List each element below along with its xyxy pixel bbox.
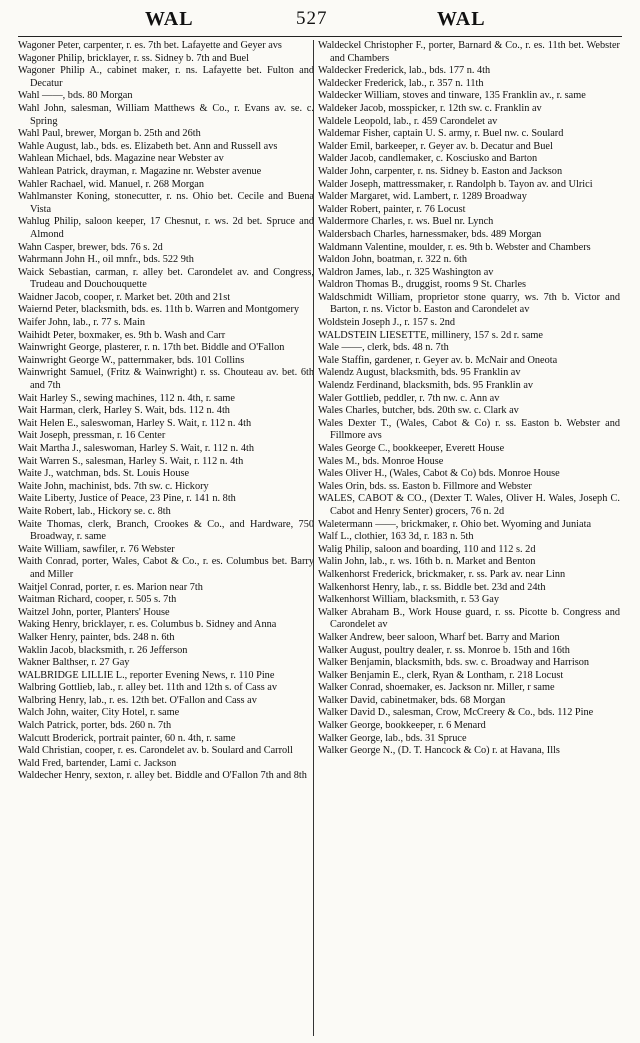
directory-entry: Waitjel Conrad, porter, r. es. Marion near 7th [18, 581, 203, 593]
right-column [318, 40, 620, 1038]
directory-entry: Waldon John, boatman, r. 322 n. 6th [318, 254, 468, 266]
directory-entry: Wahlug Philip, saloon keeper, 17 Chesnut, r. ws. 2d bet. Spruce and Almond [18, 216, 314, 240]
directory-entry: Walker George, lab., bds. 31 Spruce [318, 732, 467, 744]
directory-entry: Wagoner Peter, carpenter, r. es. 7th bet. Lafayette and Geyer avs [18, 40, 282, 51]
directory-entry: Walker George N., (D. T. Hancock & Co) r. at Havana, Ills [318, 745, 560, 757]
directory-entry: Wale Staffin, gardener, r. Geyer av. b. McNair and Oneota [318, 354, 558, 366]
directory-entry: Walker Abraham B., Work House guard, r. ss. Picotte b. Congress and Carondelet av [318, 606, 620, 631]
directory-entry: Waite J., watchman, bds. St. Louis House [18, 468, 190, 480]
directory-entry: Walendz August, blacksmith, bds. 95 Franklin av [318, 367, 521, 379]
directory-entry: Waletermann ——, brickmaker, r. Ohio bet. Wyoming and Juniata [318, 518, 592, 530]
directory-entry: Waick Sebastian, carman, r. alley bet. Carondelet av. and Congress, Trudeau and Douchouquette [18, 266, 314, 291]
directory-entry: Waite John, machinist, bds. 7th sw. c. Hickory [18, 480, 209, 492]
directory-entry: WALES, CABOT & CO., (Dexter T. Wales, Oliver H. Wales, Joseph C. Cabot and Henry Senter) grocers, 76 n. 2d [318, 493, 620, 517]
directory-entry: Waifer John, lab., r. 77 s. Main [18, 317, 146, 329]
directory-entry: Waldecker William, stoves and tinware, 135 Franklin av., r. same [318, 90, 586, 102]
directory-entry: Walker George, bookkeeper, r. 6 Menard [318, 720, 486, 732]
directory-entry: Walder Margaret, wid. Lambert, r. 1289 Broadway [318, 191, 527, 203]
directory-entry: Wale ——, clerk, bds. 48 n. 7th [318, 342, 449, 354]
directory-entry: Wahl John, salesman, William Matthews & Co., r. Evans av. se. c. Spring [18, 102, 314, 127]
directory-entry: Wahn Casper, brewer, bds. 76 s. 2d [18, 241, 163, 253]
directory-entry: Walder Joseph, mattressmaker, r. Randolph b. Tayon av. and Ulrici [318, 178, 593, 190]
directory-entry: Waldecker Frederick, lab., bds. 177 n. 4th [318, 65, 491, 77]
directory-entry: Waidner Jacob, cooper, r. Market bet. 20th and 21st [18, 291, 231, 303]
directory-entry: Walker Benjamin, blacksmith, bds. sw. c. Broadway and Harrison [318, 657, 590, 669]
directory-entry: Walkenhorst William, blacksmith, r. 53 Gay [318, 594, 500, 606]
directory-entry: Wales Orin, bds. ss. Easton b. Fillmore and Webster [318, 480, 532, 492]
directory-entry: Waldersbach Charles, harnessmaker, bds. 489 Morgan [318, 228, 542, 240]
directory-entry: Wales Charles, butcher, bds. 20th sw. c. Clark av [318, 405, 519, 417]
directory-entry: Walder Robert, painter, r. 76 Locust [318, 203, 466, 215]
directory-entry: Walin John, lab., r. ws. 16th b. n. Market and Benton [318, 556, 536, 568]
directory-entry: Walder Emil, barkeeper, r. Geyer av. b. Decatur and Buel [318, 140, 553, 152]
directory-entry: Wait Harman, clerk, Harley S. Wait, bds. 112 n. 4th [18, 405, 230, 417]
directory-entry: Waldermore Charles, r. ws. Buel nr. Lynch [318, 216, 494, 228]
directory-entry: Wait Martha J., saleswoman, Harley S. Wait, r. 112 n. 4th [18, 443, 254, 454]
directory-entry: Wald Christian, cooper, r. es. Carondelet av. b. Soulard and Carroll [18, 745, 293, 757]
directory-entry: Walbring Gottlieb, lab., r. alley bet. 11th and 12th s. of Cass av [18, 682, 278, 694]
directory-entry: Wahlmanster Koning, stonecutter, r. ns. Ohio bet. Cecile and Buena Vista [18, 191, 314, 215]
directory-entry: Wales Oliver H., (Wales, Cabot & Co) bds. Monroe House [318, 468, 560, 480]
header-rule [18, 36, 622, 37]
directory-entry: Walker August, poultry dealer, r. ss. Monroe b. 15th and 16th [318, 644, 570, 656]
directory-entry: Wainwright George, plasterer, r. n. 17th bet. Biddle and O'Fallon [18, 342, 285, 354]
directory-entry: Waler Gottlieb, peddler, r. 7th nw. c. Ann av [318, 392, 500, 404]
directory-entry: Woldstein Joseph J., r. 157 s. 2nd [318, 317, 456, 329]
directory-entry: WALBRIDGE LILLIE L., reporter Evening News, r. 110 Pine [18, 669, 275, 681]
directory-entry: Wales Dexter T., (Wales, Cabot & Co) r. ss. Easton b. Webster and Fillmore avs [318, 417, 620, 442]
directory-entry: Wagoner Philip A., cabinet maker, r. ns. Lafayette bet. Fulton and Decatur [18, 65, 314, 89]
directory-entry: Walendz Ferdinand, blacksmith, bds. 95 Franklin av [318, 380, 534, 392]
directory-entry: Waith Conrad, porter, Wales, Cabot & Co., r. es. Columbus bet. Barry and Miller [18, 556, 314, 580]
directory-entry: Walbring Henry, lab., r. es. 12th bet. O'Fallon and Cass av [18, 694, 257, 706]
directory-entry: Waldschmidt William, proprietor stone quarry, ws. 7th b. Victor and Barton, r. ns. Victor b. Easton and Carondelet av [318, 291, 620, 316]
page-header [0, 6, 640, 36]
directory-entry: Wahrmann John H., oil mnfr., bds. 522 9th [18, 254, 194, 266]
directory-entry: Waldmann Valentine, moulder, r. es. 9th b. Webster and Chambers [318, 241, 591, 253]
header-left-guide-word: WAL [145, 8, 194, 30]
directory-entry: Walig Philip, saloon and boarding, 110 and 112 s. 2d [318, 543, 536, 555]
directory-entry: Walder Jacob, candlemaker, c. Kosciusko and Barton [318, 153, 538, 165]
directory-entry: Waldemar Fisher, captain U. S. army, r. Buel nw. c. Soulard [318, 128, 564, 140]
directory-entry: Waldecher Henry, sexton, r. alley bet. Biddle and O'Fallon 7th and 8th [18, 770, 307, 782]
directory-entry: Waklin Jacob, blacksmith, r. 26 Jefferson [18, 644, 188, 656]
directory-entry: Wainwright George W., patternmaker, bds. 101 Collins [18, 354, 245, 366]
page-number: 527 [296, 8, 328, 29]
directory-entry: Walker Conrad, shoemaker, es. Jackson nr. Miller, r same [318, 682, 555, 694]
directory-entry: Wagoner Philip, bricklayer, r. ss. Sidney b. 7th and Buel [18, 52, 249, 64]
directory-entry: Waite William, sawfiler, r. 76 Webster [18, 543, 175, 555]
directory-entry: Wahl ——, bds. 80 Morgan [18, 90, 133, 102]
directory-entry: Waite Robert, lab., Hickory se. c. 8th [18, 505, 171, 517]
directory-entry: Waihidt Peter, boxmaker, es. 9th b. Wash and Carr [18, 329, 226, 341]
directory-entry: Walder John, carpenter, r. ns. Sidney b. Easton and Jackson [318, 165, 563, 177]
left-column [18, 40, 314, 1038]
directory-entry: Waite Liberty, Justice of Peace, 23 Pine, r. 141 n. 8th [18, 493, 236, 505]
directory-entry: Wait Warren S., salesman, Harley S. Wait, r. 112 n. 4th [18, 455, 244, 467]
directory-entry: Wahlean Michael, bds. Magazine near Webster av [18, 153, 224, 165]
directory-entry: Waldeker Jacob, mosspicker, r. 12th sw. c. Franklin av [318, 102, 542, 114]
directory-entry: Walker Andrew, beer saloon, Wharf bet. Barry and Marion [318, 631, 560, 643]
directory-entry: Wales M., bds. Monroe House [318, 455, 444, 467]
header-right-guide-word: WAL [437, 8, 486, 30]
directory-entry: Wait Joseph, pressman, r. 16 Center [18, 430, 166, 442]
directory-entry: Waiernd Peter, blacksmith, bds. es. 11th b. Warren and Montgomery [18, 304, 300, 316]
directory-entry: Wainwright Samuel, (Fritz & Wainwright) r. ss. Chouteau av. bet. 6th and 7th [18, 367, 314, 392]
directory-entry: Waldron Thomas B., druggist, rooms 9 St. Charles [318, 279, 527, 291]
directory-entry: Wahler Rachael, wid. Manuel, r. 268 Morgan [18, 178, 204, 190]
directory-entry: Wait Helen E., saleswoman, Harley S. Wait, r. 112 n. 4th [18, 417, 252, 429]
directory-entry: Walch John, waiter, City Hotel, r. same [18, 707, 180, 719]
directory-entry: Walch Patrick, porter, bds. 260 n. 7th [18, 720, 172, 732]
directory-entry: Walcutt Broderick, portrait painter, 60 n. 4th, r. same [18, 732, 236, 744]
directory-entry: Walker David D., salesman, Crow, McCreery & Co., bds. 112 Pine [318, 707, 594, 719]
directory-entry: Wait Harley S., sewing machines, 112 n. 4th, r. same [18, 392, 235, 404]
directory-entry: Walker David, cabinetmaker, bds. 68 Morgan [318, 694, 506, 706]
directory-entry: Waitman Richard, cooper, r. 505 s. 7th [18, 594, 177, 606]
directory-entry: Wakner Balthser, r. 27 Gay [18, 657, 130, 669]
directory-entry: Waking Henry, bricklayer, r. es. Columbus b. Sidney and Anna [18, 619, 277, 631]
directory-entry: Wahlean Patrick, drayman, r. Magazine nr. Webster avenue [18, 165, 262, 177]
directory-entry: Wahl Paul, brewer, Morgan b. 25th and 26th [18, 128, 201, 140]
directory-entry: Waldecker Frederick, lab., r. 357 n. 11th [318, 77, 484, 89]
column-divider [313, 40, 314, 1036]
directory-entry: Waitzel John, porter, Planters' House [18, 606, 170, 618]
directory-entry: Walkenhorst Henry, lab., r. ss. Biddle bet. 23d and 24th [318, 581, 546, 593]
directory-entry: WALDSTEIN LIESETTE, millinery, 157 s. 2d r. same [318, 329, 543, 341]
directory-entry: Walf L., clothier, 163 3d, r. 183 n. 5th [318, 531, 474, 543]
directory-entry: Walker Henry, painter, bds. 248 n. 6th [18, 631, 175, 643]
directory-entry: Walkenhorst Frederick, brickmaker, r. ss. Park av. near Linn [318, 568, 566, 580]
directory-entry: Wahle August, lab., bds. es. Elizabeth bet. Ann and Russell avs [18, 140, 278, 152]
directory-entry: Waldele Leopold, lab., r. 459 Carondelet av [318, 115, 498, 127]
directory-entry: Walker Benjamin E., clerk, Ryan & Lontham, r. 218 Locust [318, 669, 564, 681]
directory-entry: Wales George C., bookkeeper, Everett House [318, 443, 505, 454]
directory-entry: Wald Fred, bartender, Lami c. Jackson [18, 757, 177, 769]
directory-entry: Waite Thomas, clerk, Branch, Crookes & Co., and Hardware, 750 Broadway, r. same [18, 518, 314, 543]
directory-entry: Waldron James, lab., r. 325 Washington av [318, 266, 494, 278]
directory-entry: Waldeckel Christopher F., porter, Barnard & Co., r. es. 11th bet. Webster and Chambers [318, 40, 620, 64]
